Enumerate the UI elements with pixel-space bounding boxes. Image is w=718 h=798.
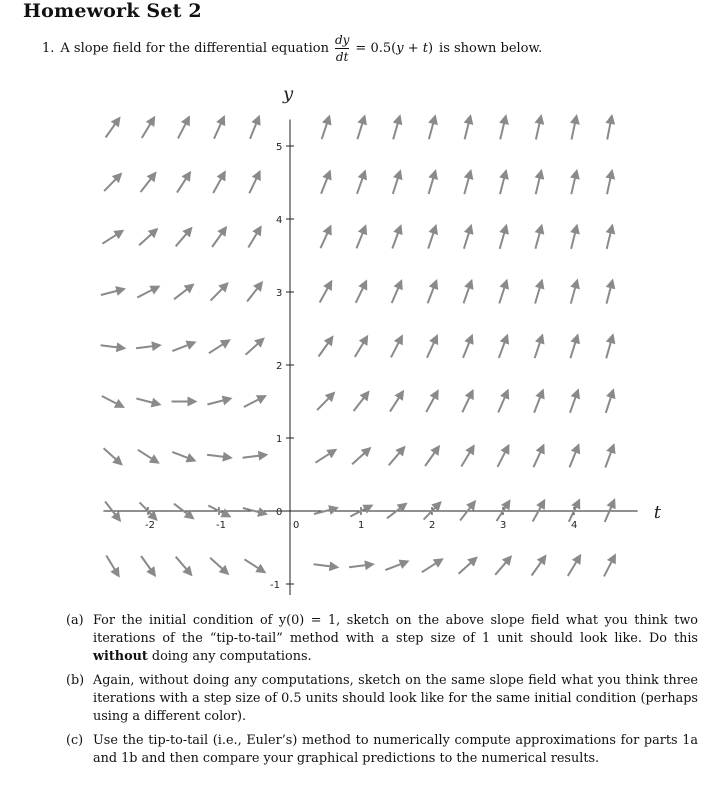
slope-arrow — [570, 390, 578, 413]
slope-arrow — [357, 226, 366, 248]
slope-arrow — [356, 281, 366, 303]
slope-arrow — [607, 116, 612, 140]
slope-arrow — [136, 399, 159, 405]
slope-arrow — [210, 558, 228, 574]
slope-arrow — [243, 455, 267, 458]
y-tick-label: 2 — [276, 361, 283, 372]
slope-arrow — [607, 171, 612, 194]
slope-arrow — [464, 281, 472, 304]
slope-arrow — [315, 450, 335, 463]
derivative-fraction — [335, 33, 349, 64]
y-axis-label: y — [283, 83, 294, 105]
part-b-text: Again, without doing any computations, sketch on the same slope field what you think three iterations with a step size of 0.5 units should look like for the same initial condition (perhaps using a different color). — [93, 673, 698, 724]
y-tick-label: 5 — [276, 142, 283, 153]
slope-arrow — [357, 171, 365, 194]
slope-arrow — [535, 226, 541, 249]
slope-arrow — [352, 448, 370, 464]
slope-arrow — [137, 287, 158, 298]
slope-arrow — [138, 450, 158, 463]
part-a — [66, 612, 698, 666]
slope-arrow — [393, 116, 400, 139]
slope-arrow — [357, 116, 364, 139]
part-c-label: (c) — [66, 733, 84, 748]
slope-arrow — [429, 116, 435, 139]
slope-arrow — [211, 283, 228, 300]
slope-arrow — [571, 226, 577, 249]
slope-arrow — [246, 339, 264, 355]
slope-arrow — [426, 391, 438, 412]
part-a-text-after: doing any computations. — [147, 649, 312, 664]
slope-arrow — [532, 556, 546, 576]
slope-arrow — [536, 116, 541, 140]
slope-arrow — [106, 118, 120, 138]
t-tick-label: 4 — [571, 520, 578, 531]
slope-arrow — [106, 556, 118, 577]
slope-arrow — [393, 171, 400, 194]
slope-arrow — [500, 171, 506, 194]
slope-arrow — [320, 282, 332, 303]
slope-arrow — [499, 281, 506, 304]
slope-arrow — [104, 174, 121, 191]
slope-arrow — [141, 556, 155, 576]
slope-arrow — [428, 226, 436, 249]
problem-statement — [42, 30, 542, 66]
rhs-y: y — [396, 40, 404, 56]
equation-rhs — [355, 41, 433, 56]
slope-arrow — [322, 116, 330, 139]
rhs-prefix: = 0.5( — [355, 40, 397, 56]
slope-arrow — [177, 172, 190, 192]
fraction-denominator: dt — [335, 49, 349, 64]
slope-arrow — [462, 391, 472, 413]
slope-arrow — [354, 392, 369, 411]
slope-arrow — [178, 117, 189, 138]
slope-field-chart — [0, 82, 718, 602]
slope-arrow — [385, 561, 407, 570]
t-axis-label: t — [653, 502, 661, 523]
slope-arrow — [176, 557, 192, 575]
slope-arrow — [425, 447, 439, 467]
slope-arrow — [212, 228, 226, 248]
slope-arrow — [101, 345, 125, 348]
slope-arrow — [355, 337, 367, 358]
slope-arrow — [104, 448, 122, 464]
slope-arrow — [176, 228, 192, 246]
slope-arrow — [461, 446, 473, 467]
slope-arrow — [465, 116, 471, 139]
slope-arrow — [392, 281, 402, 303]
slope-arrow — [535, 335, 543, 358]
problem-number: 1. — [42, 40, 55, 56]
part-a-text-before: For the initial condition of y(0) = 1, sketch on the above slope field what you think two iterations of the “tip-to-tail” method with a step size of 1 unit should look like. Do this — [93, 613, 698, 646]
slope-arrow — [136, 345, 160, 348]
slope-arrow — [606, 390, 613, 413]
slope-arrow — [463, 336, 472, 358]
problem-outro: is shown below. — [439, 40, 543, 56]
slope-arrow — [568, 556, 580, 577]
slope-arrow — [139, 229, 157, 245]
page-title: Homework Set 2 — [23, 0, 202, 22]
slope-arrow — [250, 117, 259, 139]
slope-arrow — [317, 393, 334, 410]
slope-arrow — [500, 116, 506, 139]
fraction-numerator: dy — [334, 32, 350, 47]
slope-arrow — [429, 171, 436, 194]
slope-arrow — [101, 289, 124, 295]
slope-arrow — [391, 336, 402, 357]
slope-arrow — [428, 281, 437, 303]
t-tick-label: 2 — [429, 520, 436, 531]
slope-arrow — [214, 117, 224, 139]
slope-arrow — [390, 391, 403, 411]
rhs-t: t — [422, 40, 428, 56]
rhs-close: ) — [427, 40, 434, 56]
slope-arrow — [495, 557, 511, 575]
slope-arrow — [248, 227, 260, 248]
slope-arrow — [572, 116, 577, 140]
rhs-plus: + — [403, 40, 423, 56]
slope-arrow — [534, 445, 544, 467]
part-b-label: (b) — [66, 673, 85, 688]
slope-arrow — [464, 171, 470, 194]
slope-arrow — [500, 226, 507, 249]
slope-arrow — [207, 455, 231, 458]
slope-arrow — [498, 446, 509, 467]
y-tick-label: 0 — [276, 507, 283, 518]
t-tick-label: 0 — [293, 520, 300, 531]
slope-arrow — [389, 447, 405, 465]
slope-arrow — [349, 564, 373, 567]
slope-arrow — [570, 335, 577, 358]
slope-arrow — [606, 335, 613, 358]
slope-arrow — [172, 342, 194, 351]
slope-arrow — [141, 173, 156, 192]
slope-arrow — [249, 172, 259, 194]
slope-arrow — [571, 171, 576, 194]
y-tick-label: 4 — [276, 215, 283, 226]
slope-arrow — [247, 283, 262, 302]
part-a-label: (a) — [66, 613, 84, 628]
slope-arrow — [422, 559, 442, 572]
slope-arrow — [536, 171, 542, 194]
slope-arrow — [244, 559, 264, 572]
slope-arrow — [535, 281, 542, 304]
slope-arrow — [459, 558, 477, 574]
y-tick-label: -1 — [270, 580, 280, 591]
slope-arrow — [207, 399, 230, 405]
t-tick-label: -2 — [145, 520, 155, 531]
t-tick-label: 3 — [500, 520, 507, 531]
slope-arrow — [209, 340, 229, 353]
slope-arrow — [213, 172, 225, 193]
problem-intro: A slope field for the differential equation — [60, 40, 329, 56]
slope-arrow — [607, 226, 613, 249]
slope-arrow — [571, 280, 577, 303]
slope-arrow — [244, 396, 265, 407]
y-tick-label: 1 — [276, 434, 283, 445]
slope-arrow — [570, 445, 579, 467]
slope-arrow — [427, 336, 437, 358]
part-a-bold: without — [93, 649, 148, 664]
slope-arrow — [174, 285, 193, 300]
slope-arrow — [392, 226, 400, 249]
slope-arrow — [321, 226, 331, 248]
slope-arrow — [314, 564, 338, 567]
part-a-text — [93, 612, 698, 666]
slope-arrow — [172, 452, 194, 461]
slope-arrow — [604, 555, 615, 576]
slope-arrow — [464, 226, 471, 249]
slope-arrow — [498, 391, 508, 413]
y-tick-label: 3 — [276, 288, 283, 299]
slope-arrow — [321, 171, 330, 193]
slope-arrow — [499, 336, 507, 359]
t-tick-label: 1 — [358, 520, 365, 531]
slope-arrow — [319, 337, 333, 357]
part-c — [66, 732, 698, 768]
part-b — [66, 672, 698, 726]
fraction-bar — [335, 48, 349, 49]
question-parts — [66, 612, 698, 774]
part-c-text: Use the tip-to-tail (i.e., Euler’s) method to numerically compute approximations for parts 1a and 1b and then compare your graphical predictions to the numerical results. — [93, 733, 698, 766]
t-tick-label: -1 — [216, 520, 226, 531]
slope-arrow — [102, 396, 123, 407]
slope-arrow — [534, 390, 543, 412]
slope-arrow — [605, 445, 613, 468]
slope-arrow — [142, 118, 154, 139]
slope-arrow — [607, 280, 613, 303]
slope-arrow — [102, 231, 122, 244]
